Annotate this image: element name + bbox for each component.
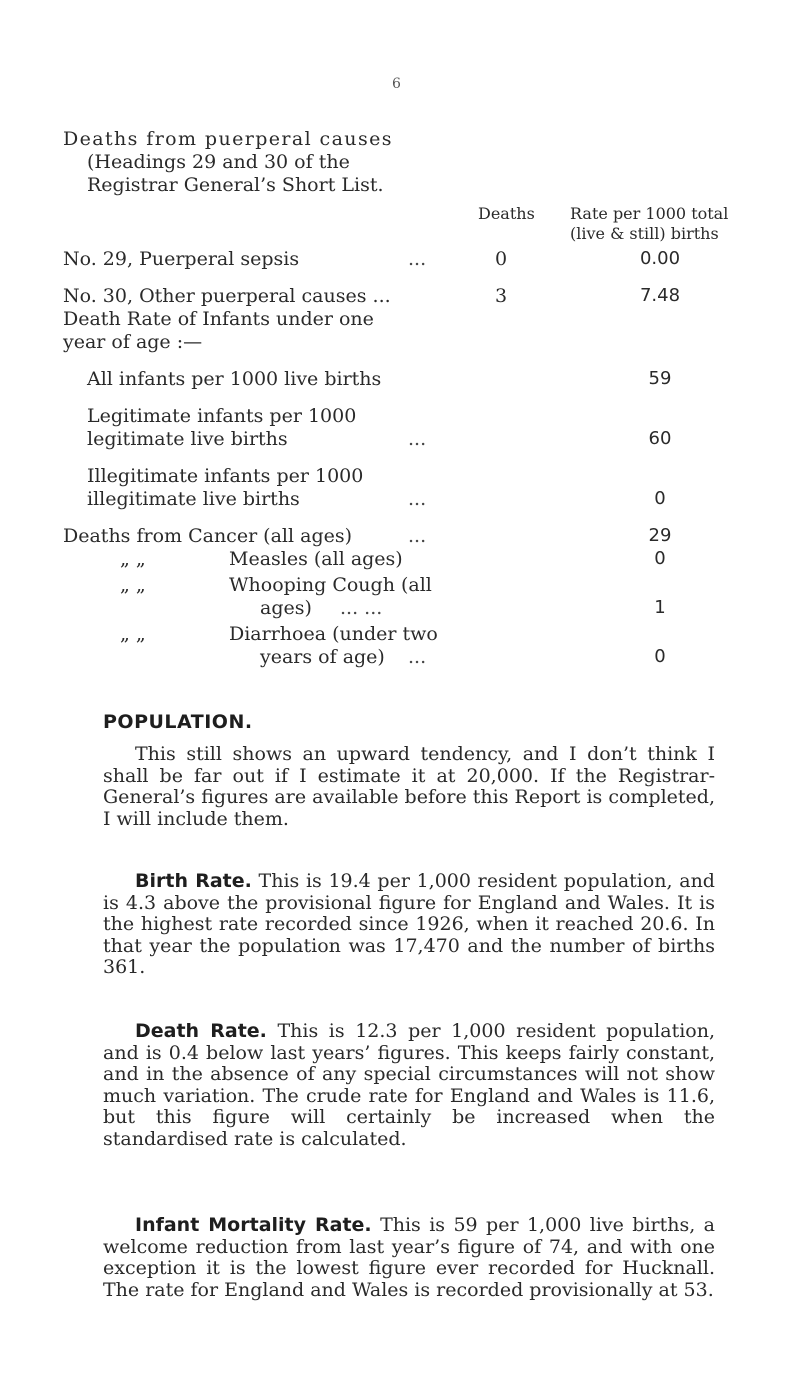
- rate-value-other-puerperal: 7.48: [639, 285, 681, 306]
- column-header-rate-line1: Rate per 1000 total: [570, 204, 729, 223]
- population-paragraph: This still shows an upward tendency, and I don’t think I shall be far out if I estimate it at 20,000. If the Registrar-General’s figures are available before this Report is completed, I will include them.: [103, 743, 715, 830]
- population-heading: POPULATION.: [103, 711, 253, 733]
- row-dots: ...: [408, 488, 427, 510]
- value-measles: 0: [654, 548, 666, 569]
- deaths-value-other-puerperal: 3: [494, 285, 508, 307]
- row-dots: ...: [408, 646, 427, 668]
- infant-death-rate-heading-line2: year of age :—: [63, 331, 203, 353]
- row-label-illegitimate-line2: illegitimate live births: [87, 488, 300, 510]
- death-rate-paragraph: [103, 1021, 715, 1150]
- row-label-legitimate-line1: Legitimate infants per 1000: [87, 405, 357, 427]
- row-label-diarrhoea-line2: years of age): [260, 646, 385, 668]
- column-header-rate-line2: (live & still) births: [570, 224, 719, 243]
- ditto-marks: „ „: [120, 623, 146, 645]
- row-dots: ... ...: [340, 597, 383, 619]
- infant-mortality-paragraph: [103, 1215, 715, 1301]
- row-label-measles: Measles (all ages): [229, 548, 403, 570]
- value-cancer: 29: [648, 525, 672, 546]
- value-whooping-cough: 1: [654, 597, 666, 618]
- death-rate-text: This is 12.3 per 1,000 resident population, and is 0.4 below last years’ figures. This keeps fairly constant, and in the absence of any special circumstances will not show much variation. The crude rate for England and Wales is 11.6, but this figure will certainly be increased when the standardised rate is calculated.: [103, 1020, 715, 1150]
- birth-rate-heading: Birth Rate.: [135, 870, 252, 892]
- infant-death-rate-heading-line1: Death Rate of Infants under one: [63, 308, 374, 330]
- row-label-legitimate-line2: legitimate live births: [87, 428, 288, 450]
- infant-mortality-heading: Infant Mortality Rate.: [135, 1214, 372, 1236]
- section-title-line1: Deaths from puerperal causes: [63, 128, 393, 150]
- birth-rate-text: This is 19.4 per 1,000 resident population, and is 4.3 above the provisional figure for England and Wales. It is the highest rate recorded since 1926, when it reached 20.6. In that year the population was 17,470 and the number of births 361.: [103, 870, 715, 978]
- row-label-illegitimate-line1: Illegitimate infants per 1000: [87, 465, 364, 487]
- section-title-line3: Registrar General’s Short List.: [87, 174, 384, 196]
- row-label-puerperal-sepsis: No. 29, Puerperal sepsis: [63, 248, 300, 270]
- row-label-whooping-line2: ages): [260, 597, 312, 619]
- rate-value-puerperal-sepsis: 0.00: [639, 248, 681, 269]
- birth-rate-paragraph: [103, 871, 715, 979]
- infant-mortality-text: This is 59 per 1,000 live births, a welcome reduction from last year’s figure of 74, and with one exception it is the lowest figure ever recorded for Hucknall. The rate for England and Wales is recorded provisionally at 53.: [103, 1214, 716, 1301]
- row-label-diarrhoea-line1: Diarrhoea (under two: [229, 623, 438, 645]
- row-label-whooping-line1: Whooping Cough (all: [229, 574, 432, 596]
- section-title-line2: (Headings 29 and 30 of the: [87, 151, 350, 173]
- value-legitimate-infants: 60: [648, 428, 672, 449]
- row-dots: ...: [408, 248, 427, 270]
- row-dots: ...: [408, 428, 427, 450]
- column-header-deaths: Deaths: [478, 204, 535, 223]
- death-rate-heading: Death Rate.: [135, 1020, 267, 1042]
- row-label-cancer: Deaths from Cancer (all ages): [63, 525, 353, 547]
- value-all-infants: 59: [648, 368, 672, 389]
- value-illegitimate-infants: 0: [654, 488, 666, 509]
- row-label-all-infants: All infants per 1000 live births: [87, 368, 382, 390]
- value-diarrhoea: 0: [654, 646, 666, 667]
- page-number: 6: [392, 76, 401, 92]
- ditto-marks: „ „: [120, 574, 146, 596]
- ditto-marks: „ „: [120, 548, 146, 570]
- row-label-other-puerperal: No. 30, Other puerperal causes ...: [63, 285, 391, 307]
- row-dots: ...: [408, 525, 427, 547]
- deaths-value-puerperal-sepsis: 0: [494, 248, 508, 270]
